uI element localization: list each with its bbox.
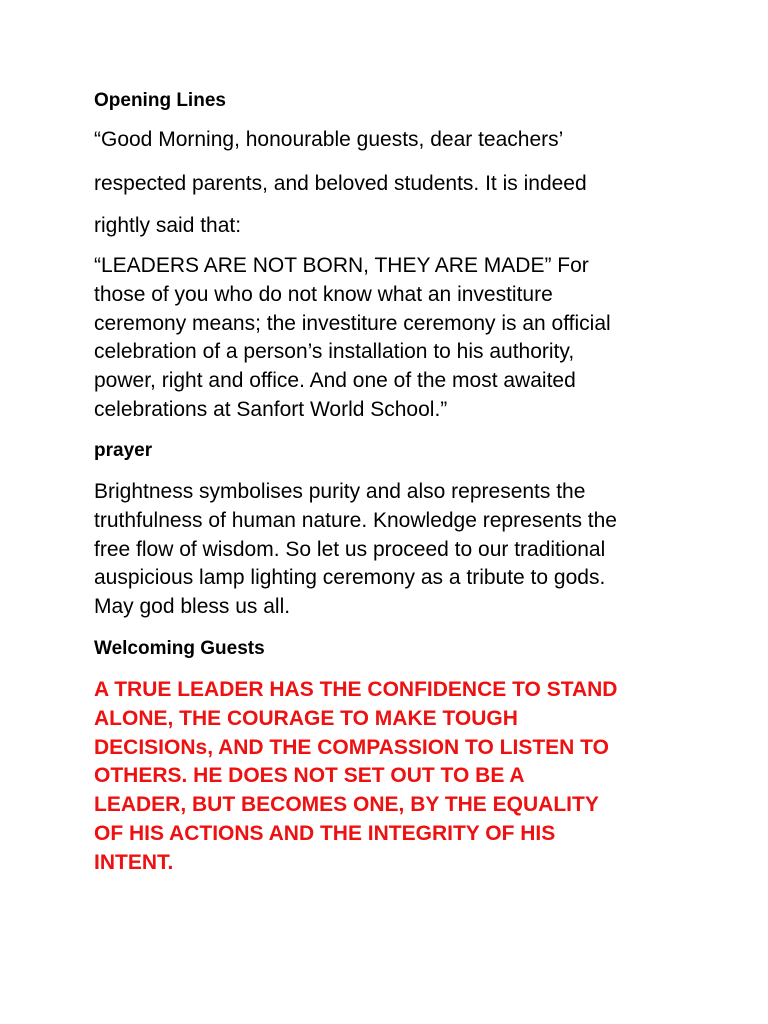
paragraph-line: May god bless us all. xyxy=(94,595,291,619)
quote-line: ALONE, THE COURAGE TO MAKE TOUGH xyxy=(94,706,518,730)
prayer-paragraph xyxy=(94,478,694,622)
paragraph-line: auspicious lamp lighting ceremony as a tribute to gods. xyxy=(94,566,606,590)
quote-line: A TRUE LEADER HAS THE CONFIDENCE TO STAND xyxy=(94,678,618,701)
opening-paragraph xyxy=(94,252,694,425)
quote-line: DECISIONs, AND THE COMPASSION TO LISTEN TO xyxy=(94,735,609,759)
paragraph-line: power, right and office. And one of the most awaited xyxy=(94,369,576,393)
quote-line: LEADER, BUT BECOMES ONE, BY THE EQUALITY xyxy=(94,793,599,817)
paragraph-line: those of you who do not know what an investiture xyxy=(94,282,553,306)
opening-line-2: respected parents, and beloved students. It is indeed xyxy=(94,172,587,195)
paragraph-line: truthfulness of human nature. Knowledge represents the xyxy=(94,508,617,532)
leadership-quote xyxy=(94,676,714,878)
quote-line: INTENT. xyxy=(94,850,174,874)
quote-line: OTHERS. HE DOES NOT SET OUT TO BE A xyxy=(94,764,525,788)
paragraph-line: Brightness symbolises purity and also represents the xyxy=(94,480,586,503)
paragraph-line: celebrations at Sanfort World School.” xyxy=(94,397,448,421)
opening-line-1: “Good Morning, honourable guests, dear teachers’ xyxy=(94,128,564,151)
opening-line-3: rightly said that: xyxy=(94,214,242,237)
opening-lines-heading: Opening Lines xyxy=(94,90,226,111)
paragraph-line: “LEADERS ARE NOT BORN, THEY ARE MADE” For xyxy=(94,254,589,277)
prayer-heading: prayer xyxy=(94,440,153,461)
paragraph-line: celebration of a person’s installation to his authority, xyxy=(94,340,575,364)
quote-line: OF HIS ACTIONS AND THE INTEGRITY OF HIS xyxy=(94,821,556,845)
paragraph-line: ceremony means; the investiture ceremony is an official xyxy=(94,311,611,335)
welcoming-guests-heading: Welcoming Guests xyxy=(94,638,265,659)
paragraph-line: free flow of wisdom. So let us proceed to our traditional xyxy=(94,537,606,561)
